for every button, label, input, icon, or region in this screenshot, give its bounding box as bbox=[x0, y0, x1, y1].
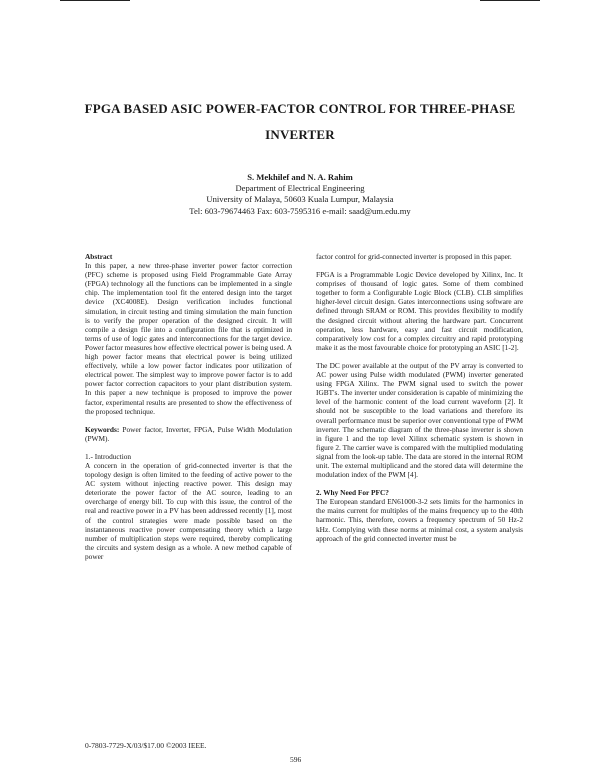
abstract-heading: Abstract bbox=[85, 252, 113, 261]
right-column bbox=[316, 252, 523, 552]
top-rule-left bbox=[60, 0, 130, 1]
department: Department of Electrical Engineering bbox=[235, 183, 365, 194]
abstract-text: In this paper, a new three-phase inverter power factor correction (PFC) scheme is proposed using Field Programmable Gate Array (FPGA) technology all the functions can be implemented in a single chip. The implementation tool fit the entered design into the target device (XC4008E). Design verification includes functional simulation, in circuit testing and timing simulation the main function is to verify the proper operation of the designed circuit. It will compile a design file into a configuration file that is optimized in terms of use of logic gates and interconnections for the target device. Power factor measures how effective electrical power is being used. A high power factor means that electrical power is being utilized effectively, while a low power factor indicates poor utilization of electrical power. The simplest way to improve power factor is to add power factor correction capacitors to your plant distribution system. In this paper a new technique is proposed to improve the power factor, experimental results are presented to show the effectiveness of the proposed technique. bbox=[85, 261, 292, 416]
top-rule-right bbox=[480, 0, 540, 1]
intro-text: A concern in the operation of grid-connected inverter is that the topology design is often limited to the feeding of active power to the AC system without injecting reactive power. This design may deteriorate the power factor of the AC source, leading to an overcharge of energy bill. To cup with this issue, the control of the real and reactive power in a PV has been addressed recently [1], most of the control strategies were made possible based on the instantaneous reactive power compensating theory which a large number of multiplication steps were required, thereby complicating the circuits and system design as a whole. A new method capable of power bbox=[85, 460, 292, 561]
author-block bbox=[0, 172, 600, 217]
right-para-1: factor control for grid-connected inverter is proposed in this paper. bbox=[316, 252, 512, 261]
isbn-footer: 0-7803-7729-X/03/$17.00 ©2003 IEEE. bbox=[85, 741, 207, 750]
keywords-text: Power factor, Inverter, FPGA, Pulse Width Modulation (PWM). bbox=[85, 424, 293, 443]
intro-heading: 1.- Introduction bbox=[85, 451, 132, 461]
section-2-heading: 2. Why Need For PFC? bbox=[316, 488, 389, 498]
right-para-2: FPGA is a Programmable Logic Device developed by Xilinx, Inc. It comprises of thousand of logic gates. Some of them combined together to form a Configurable Logic Block (CLB). CLB simplifies higher-level circuit design. Gates interconnections using software are defined through SRAM or ROM. This provides flexibility to modify the designed circuit without altering the hardware part. Concurrent operation, less hardware, easy and fast circuit modification, comparatively low cost for a complex circuitry and rapid prototyping make it as the most favourable choice for prototyping an ASIC [1-2]. bbox=[316, 270, 523, 352]
keywords bbox=[85, 425, 292, 443]
page-number: 596 bbox=[290, 755, 302, 764]
paper-title-line1: FPGA BASED ASIC POWER-FACTOR CONTROL FOR THREE-PHASE bbox=[84, 101, 516, 116]
contact-info: Tel: 603-79674463 Fax: 603-7595316 e-mail: saad@um.edu.my bbox=[189, 205, 411, 216]
right-para-4: The European standard EN61000-3-2 sets limits for the harmonics in the mains current for multiples of the mains frequency up to the 40th harmonic. This, therefore, covers a frequency spectrum of 50 Hz-2 kHz. Complying with these norms at minimal cost, a system analysis approach of the grid connected inverter must be bbox=[316, 497, 523, 543]
paper-title-line2: INVERTER bbox=[265, 127, 335, 142]
author-names: S. Mekhilef and N. A. Rahim bbox=[247, 172, 353, 182]
university: University of Malaya, 50603 Kuala Lumpur, Malaysia bbox=[206, 194, 394, 205]
right-para-3: The DC power available at the output of the PV array is converted to AC power using Pulse width modulated (PWM) inverter generated using FPGA Xilinx. The PWM signal used to switch the power IGBT's. The inverter under consideration is capable of minimizing the level of the harmonic content of the load current waveform [2]. It should not be susceptible to the load variations and therefore its overall performance must be superior over conventional type of PWM inverter. The schematic diagram of the three-phase inverter is shown in figure 1 and the top level Xilinx schematic system is shown in figure 2. The carrier wave is compared with the multiplied modulating signal from the look-up table. The data are stored in the internal ROM unit. The external multiplicand and the stored data will determine the modulation index of the PWM [4]. bbox=[316, 360, 523, 480]
left-column bbox=[85, 252, 292, 570]
keywords-label: Keywords: bbox=[85, 424, 120, 434]
